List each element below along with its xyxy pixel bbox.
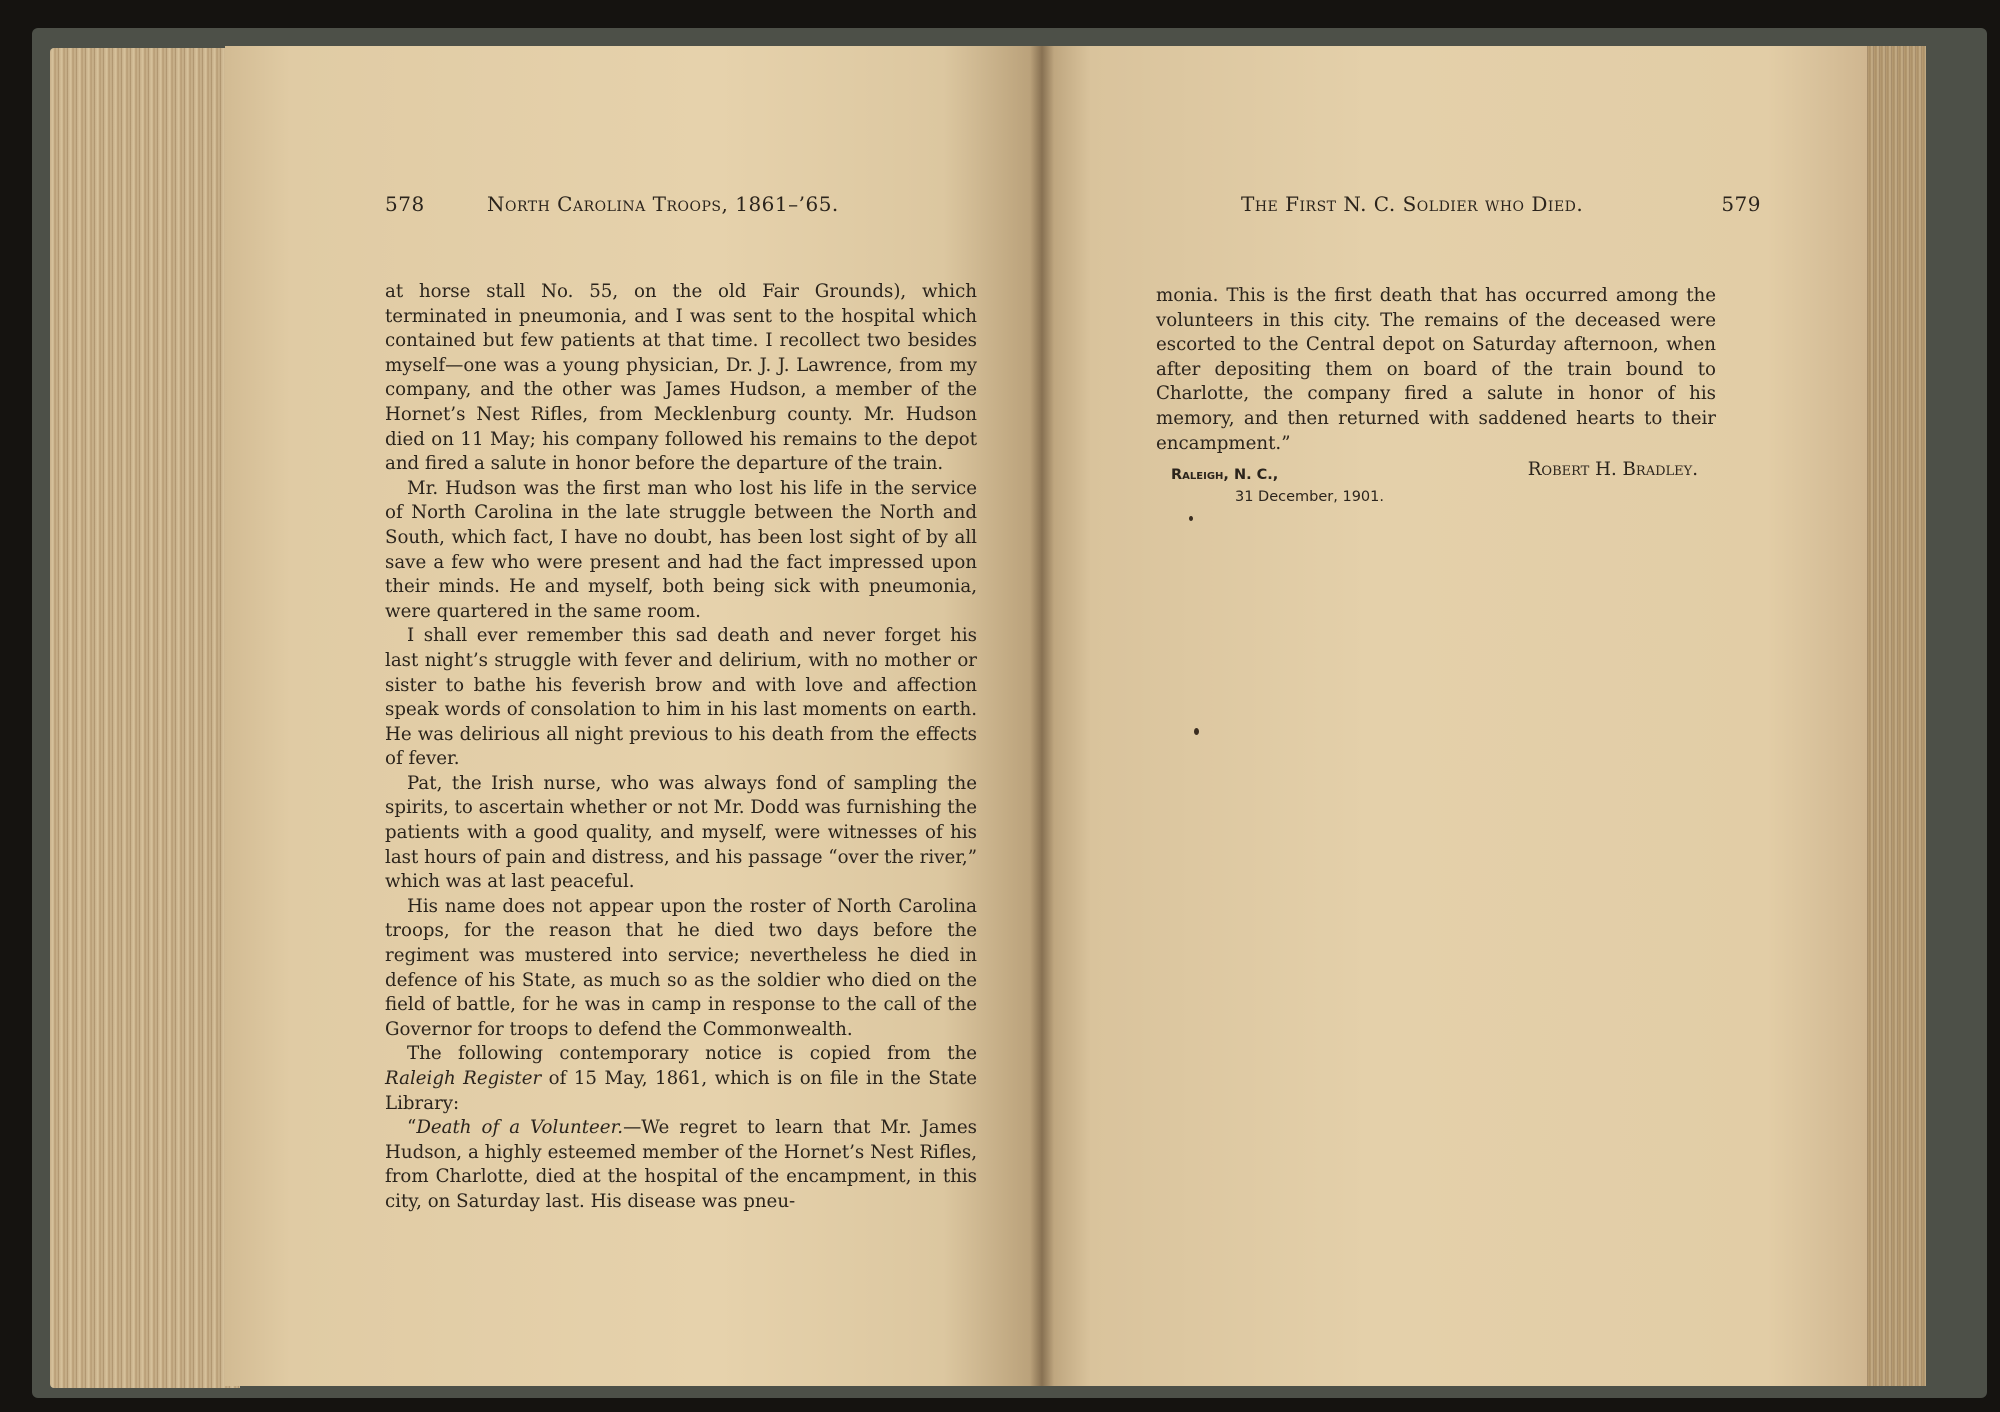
ink-speck	[1194, 728, 1199, 735]
left-page-number: 578	[385, 192, 425, 216]
left-running-title: North Carolina Troops, 1861–’65.	[487, 192, 839, 216]
right-page	[1041, 46, 1867, 1386]
paragraph: monia. This is the first death that has occurred among the volunteers in this city. The remains of the deceased were escorted to the Central depot on Saturday afternoon, when after depositing them on board of the train bound to Charlotte, the company fired a salute in honor of his memory, and then returned with saddened hearts to their encampment.”	[1156, 285, 1716, 454]
ink-speck	[1189, 516, 1193, 521]
dateline-date: 31 December, 1901.	[1235, 489, 1384, 505]
newspaper-title: Raleigh Register	[385, 1068, 542, 1089]
left-page	[225, 46, 1041, 1386]
page-edges-left	[50, 48, 240, 1388]
paragraph-text: of 15 May, 1861, which is on file in the State Library:	[385, 1068, 977, 1114]
book-gutter	[1030, 46, 1054, 1386]
paragraph: Mr. Hudson was the first man who lost his life in the service of North Carolina in the late struggle between the North and South, which fact, I have no doubt, has been lost sight of by all save a few who were present and had the fact impressed upon their minds. He and myself, both being sick with pneumonia, were quartered in the same room.	[385, 477, 977, 622]
notice-heading: Death of a Volunteer.	[416, 1117, 624, 1139]
paragraph: Pat, the Irish nurse, who was always fond of sampling the spirits, to ascertain whether or not Mr. Dodd was furnishing the patients with a good quality, and myself, were witnesses of his last hours of pain and distress, and his passage “over the river,” which was at last peaceful.	[385, 772, 977, 893]
dateline	[1171, 464, 1384, 508]
right-page-number: 579	[1721, 192, 1761, 216]
paragraph	[385, 1042, 977, 1116]
left-body-text	[385, 280, 977, 1215]
paragraph: His name does not appear upon the roster of North Carolina troops, for the reason that he died two days before the regiment was mustered into service; nevertheless he died in defence of his State, as much so as the soldier who died on the field of battle, for he was in camp in response to the call of the Governor for troops to defend the Commonwealth.	[385, 895, 977, 1040]
right-running-title: The First N. C. Soldier who Died.	[1241, 192, 1584, 216]
paragraph-text: The following contemporary notice is copied from the	[407, 1043, 977, 1065]
paragraph-text: “	[407, 1117, 417, 1139]
signature: Robert H. Bradley.	[1527, 459, 1698, 481]
paragraph	[385, 1116, 977, 1214]
paragraph: at horse stall No. 55, on the old Fair Grounds), which terminated in pneumonia, and I was sent to the hospital which contained but few patients at that time. I recollect two besides myself—one was a young physician, Dr. J. J. Lawrence, from my company, and the other was James Hudson, a member of the Hornet’s Nest Rifles, from Mecklenburg county. Mr. Hudson died on 11 May; his company followed his remains to the depot and fired a salute in honor before the departure of the train.	[385, 281, 977, 475]
right-body-text	[1156, 284, 1716, 483]
dateline-place: Raleigh, N. C.,	[1171, 467, 1279, 483]
paragraph-text: —We regret to learn that Mr. James Hudson, a highly esteemed member of the Hornet’s Nest Rifles, from Charlotte, died at the hospital of the encampment, in this city, on Saturday last. His disease was pneu-	[385, 1117, 977, 1212]
paragraph: I shall ever remember this sad death and never forget his last night’s struggle with fever and delirium, with no mother or sister to bathe his feverish brow and with love and affection speak words of consolation to him in his last moments on earth. He was delirious all night previous to his death from the effects of fever.	[385, 625, 977, 770]
